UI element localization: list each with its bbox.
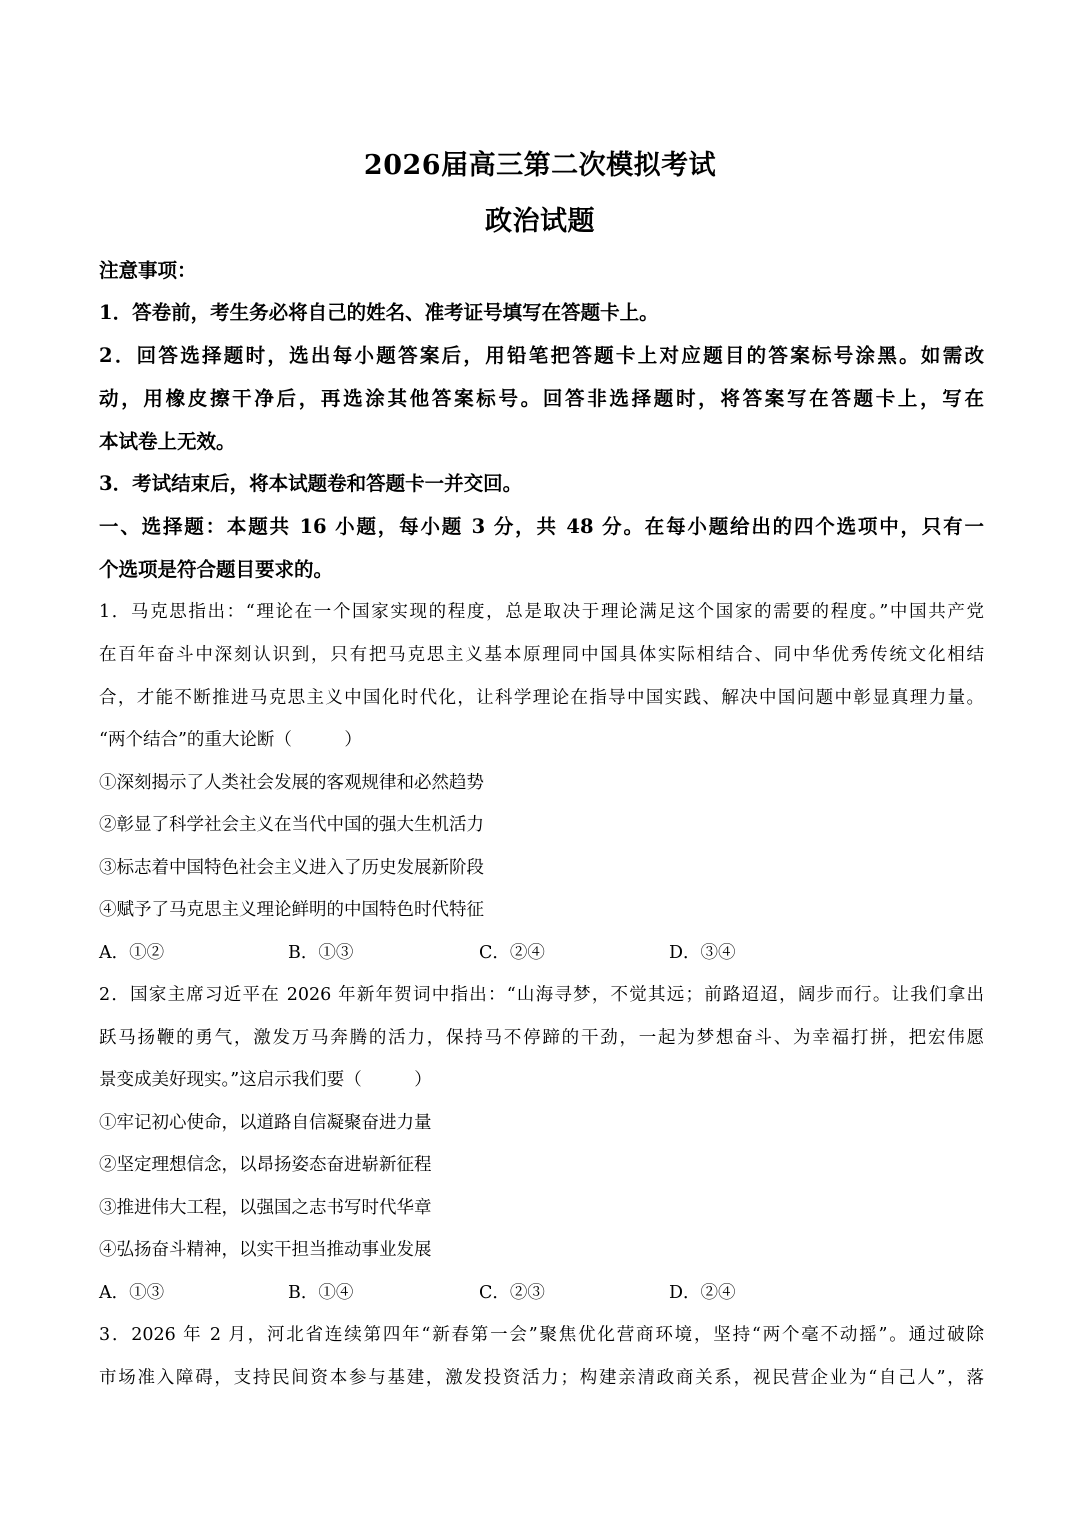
question-3-stem-line-2: 市场准入障碍，支持民间资本参与基建，激发投资活力；构建亲清政商关系，视民营企业为“自己人”，落	[99, 1368, 984, 1388]
question-1-stem-line-1: 1．马克思指出：“理论在一个国家实现的程度，总是取决于理论满足这个国家的需要的程度。”中国共产党	[99, 602, 984, 622]
question-1-stem-line-2: 在百年奋斗中深刻认识到，只有把马克思主义基本原理同中国具体实际相结合、同中华优秀传统文化相结	[99, 645, 984, 665]
question-2-stem-line-3: 景变成美好现实。”这启示我们要（ ）	[99, 1070, 432, 1090]
question-1-statement-1: ①深刻揭示了人类社会发展的客观规律和必然趋势	[99, 773, 484, 793]
question-2-statement-1: ①牢记初心使命，以道路自信凝聚奋进力量	[99, 1113, 432, 1133]
exam-subject: 政治试题	[485, 206, 595, 237]
question-1-statement-3: ③标志着中国特色社会主义进入了历史发展新阶段	[99, 858, 484, 878]
notice-item-2-line-1: 2．回答选择题时，选出每小题答案后，用铅笔把答题卡上对应题目的答案标号涂黑。如需改	[99, 344, 984, 367]
question-1-stem-line-3: 合，才能不断推进马克思主义中国化时代化，让科学理论在指导中国实践、解决中国问题中彰显真理力量。	[99, 688, 984, 708]
question-1-option-d: D．③④	[669, 943, 736, 963]
question-2-option-a: A．①③	[99, 1283, 165, 1303]
question-2-statement-3: ③推进伟大工程，以强国之志书写时代华章	[99, 1198, 432, 1218]
question-2-statement-4: ④弘扬奋斗精神，以实干担当推动事业发展	[99, 1240, 432, 1260]
question-1-statement-2: ②彰显了科学社会主义在当代中国的强大生机活力	[99, 815, 484, 835]
question-2-statement-2: ②坚定理想信念，以昂扬姿态奋进崭新征程	[99, 1155, 432, 1175]
question-2-option-b: B．①④	[288, 1283, 354, 1303]
exam-title: 2026届高三第二次模拟考试	[363, 150, 717, 181]
question-2-option-d: D．②④	[669, 1283, 736, 1303]
question-3-stem-line-1: 3．2026 年 2 月，河北省连续第四年“新春第一会”聚焦优化营商环境，坚持“两个毫不动摇”。通过破除	[99, 1325, 984, 1345]
question-1-stem-line-4: “两个结合”的重大论断（ ）	[99, 730, 362, 750]
question-2-stem-line-2: 跃马扬鞭的勇气，激发万马奔腾的活力，保持马不停蹄的干劲，一起为梦想奋斗、为幸福打拼，把宏伟愿	[99, 1028, 984, 1048]
question-2-stem-line-1: 2．国家主席习近平在 2026 年新年贺词中指出：“山海寻梦，不觉其远；前路迢迢，阔步而行。让我们拿出	[99, 985, 984, 1005]
section-heading-line-2: 个选项是符合题目要求的。	[99, 558, 334, 581]
section-heading-line-1: 一、选择题：本题共 16 小题，每小题 3 分，共 48 分。在每小题给出的四个选项中，只有一	[99, 515, 984, 538]
notice-heading: 注意事项：	[99, 259, 197, 282]
question-1-option-b: B．①③	[288, 943, 354, 963]
notice-item-2-line-2: 动，用橡皮擦干净后，再选涂其他答案标号。回答非选择题时，将答案写在答题卡上，写在	[99, 387, 984, 410]
notice-item-1: 1．答卷前，考生务必将自己的姓名、准考证号填写在答题卡上。	[99, 301, 659, 324]
question-1-statement-4: ④赋予了马克思主义理论鲜明的中国特色时代特征	[99, 900, 484, 920]
question-1-option-a: A．①②	[99, 943, 165, 963]
question-1-option-c: C．②④	[479, 943, 545, 963]
question-2-option-c: C．②③	[479, 1283, 545, 1303]
notice-item-2-line-3: 本试卷上无效。	[99, 430, 236, 453]
notice-item-3: 3．考试结束后，将本试题卷和答题卡一并交回。	[99, 472, 523, 495]
